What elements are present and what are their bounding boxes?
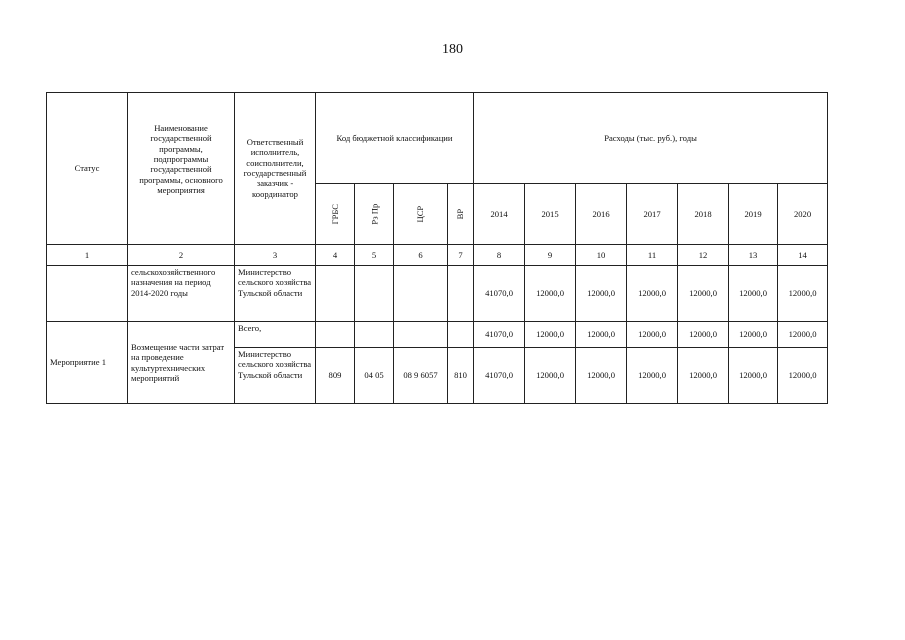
cell-csr-empty [394,322,448,348]
column-number: 2 [128,245,235,266]
cell-grbs [316,266,355,322]
header-year-2016: 2016 [576,184,627,245]
cell-value-2017: 12000,0 [627,322,678,348]
header-vr-label: ВР [455,208,466,220]
header-year-2017: 2017 [627,184,678,245]
cell-value-2014: 41070,0 [474,266,525,322]
header-csr [394,184,448,245]
header-status: Статус [47,93,128,245]
cell-value-2019: 12000,0 [729,348,778,404]
table-row-continuation [47,266,828,322]
cell-value-2020: 12000,0 [778,322,828,348]
column-number-row [47,245,828,266]
cell-value-2017: 12000,0 [627,348,678,404]
column-number: 14 [778,245,828,266]
header-grbs [316,184,355,245]
cell-responsible-ministry: Министерство сельского хозяйства Тульской области [235,348,316,404]
cell-csr [394,266,448,322]
column-number: 8 [474,245,525,266]
header-year-2019: 2019 [729,184,778,245]
header-year-2020: 2020 [778,184,828,245]
cell-rzpr-empty [355,322,394,348]
header-csr-label: ЦСР [415,205,426,223]
header-rzpr-label: Рз Пр [368,203,379,225]
column-number: 11 [627,245,678,266]
cell-name-measure: Возмещение части затрат на проведение культуртехнических мероприятий [128,322,235,404]
cell-value-2018: 12000,0 [678,322,729,348]
cell-vr [448,266,474,322]
header-vr [448,184,474,245]
page-number: 180 [442,42,463,57]
column-number: 7 [448,245,474,266]
budget-table [46,92,828,404]
column-number: 10 [576,245,627,266]
cell-value-2015: 12000,0 [525,348,576,404]
cell-name: сельскохозяйственного назначения на период 2014-2020 годы [128,266,235,322]
header-row-top [47,93,828,184]
header-year-2018: 2018 [678,184,729,245]
header-expenses: Расходы (тыс. руб.), годы [474,93,828,184]
cell-value-2019: 12000,0 [729,266,778,322]
cell-rzpr [355,266,394,322]
header-responsible: Ответственный исполнитель, соисполнители, государственный заказчик - координатор [235,93,316,245]
cell-value-2018: 12000,0 [678,348,729,404]
header-year-2014: 2014 [474,184,525,245]
column-number: 3 [235,245,316,266]
column-number: 1 [47,245,128,266]
cell-status [47,266,128,322]
cell-grbs: 809 [316,348,355,404]
cell-value-2016: 12000,0 [576,266,627,322]
header-grbs-label: ГРБС [329,203,340,225]
cell-value-2020: 12000,0 [778,266,828,322]
cell-value-2017: 12000,0 [627,266,678,322]
column-number: 9 [525,245,576,266]
cell-csr: 08 9 6057 [394,348,448,404]
cell-value-2016: 12000,0 [576,348,627,404]
cell-value-2019: 12000,0 [729,322,778,348]
column-number: 13 [729,245,778,266]
table-row-measure-total [47,322,828,348]
column-number: 4 [316,245,355,266]
cell-value-2015: 12000,0 [525,322,576,348]
cell-value-2015: 12000,0 [525,266,576,322]
header-budget-code: Код бюджетной классификации [316,93,474,184]
cell-grbs-empty [316,322,355,348]
header-name: Наименование государственной программы, подпрограммы государственной программы, основного мероприятия [128,93,235,245]
cell-value-2016: 12000,0 [576,322,627,348]
cell-vr-empty [448,322,474,348]
column-number: 6 [394,245,448,266]
cell-vr: 810 [448,348,474,404]
cell-value-2020: 12000,0 [778,348,828,404]
cell-value-2014: 41070,0 [474,348,525,404]
column-number: 5 [355,245,394,266]
header-year-2015: 2015 [525,184,576,245]
cell-value-2014: 41070,0 [474,322,525,348]
cell-value-2018: 12000,0 [678,266,729,322]
cell-rzpr: 04 05 [355,348,394,404]
cell-responsible: Министерство сельского хозяйства Тульской области [235,266,316,322]
column-number: 12 [678,245,729,266]
cell-status-measure: Мероприятие 1 [47,322,128,404]
cell-responsible-total: Всего, [235,322,316,348]
header-rzpr [355,184,394,245]
